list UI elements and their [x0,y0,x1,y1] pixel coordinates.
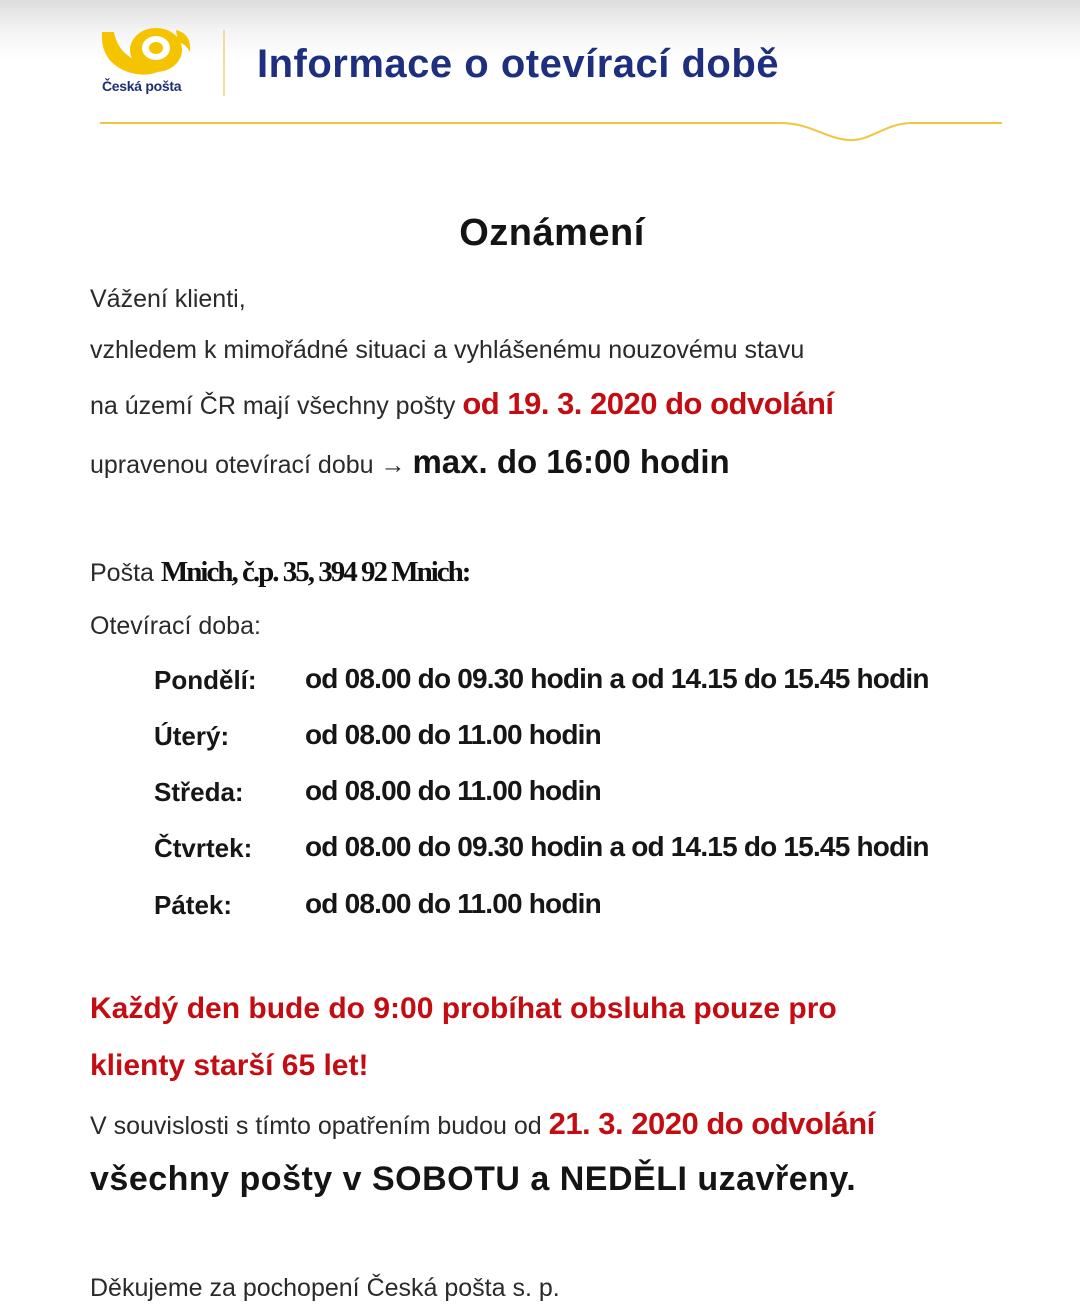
ceska-posta-logo [98,24,198,102]
senior-warning-line-1: Každý den bude do 9:00 probíhat obsluha pouze pro [90,992,837,1025]
schedule-day: Pátek: [154,890,233,920]
schedule-hours: od 08.00 do 11.00 hodin [305,719,601,750]
schedule-hours: od 08.00 do 11.00 hodin [305,888,601,919]
hours-label: Otevírací doba: [90,612,261,640]
schedule-day: Středa: [154,777,244,807]
notice-line-3 [90,443,730,481]
weekend-closure: všechny pošty v SOBOTU a NEDĚLI uzavřeny. [90,1160,857,1198]
greeting: Vážení klienti, [90,285,246,313]
footer-thanks: Děkujeme za pochopení Česká pošta s. p. [90,1274,560,1302]
schedule-day: Úterý: [154,721,230,751]
header-wave-line [100,110,1005,146]
post-horn-icon [98,24,198,80]
notice-line-3-prefix: upravenou otevírací dobu → [90,451,406,479]
schedule-day: Čtvrtek: [154,833,253,863]
notice-hours-highlight: max. do 16:00 hodin [412,443,730,480]
notice-line-1: vzhledem k mimořádné situaci a vyhlášenému nouzovému stavu [90,336,805,364]
schedule-hours: od 08.00 do 09.30 hodin a od 14.15 do 15.45 hodin [305,831,929,862]
office-address: Mnich, č.p. 35, 394 92 Mnich: [160,556,470,588]
header-divider [223,30,225,96]
senior-warning-line-2: klienty starší 65 let! [90,1049,369,1082]
schedule-day: Pondělí: [154,665,257,695]
schedule-hours: od 08.00 do 11.00 hodin [305,775,601,806]
office-address-line [90,556,469,589]
office-prefix: Pošta [90,559,154,587]
closure-prefix: V souvislosti s tímto opatřením budou od [90,1112,542,1140]
notice-title: Oznámení [459,212,645,254]
notice-line-2 [90,386,834,422]
closure-date-highlight: 21. 3. 2020 do odvolání [548,1106,875,1141]
closure-line-1 [90,1106,875,1142]
notice-date-highlight: od 19. 3. 2020 do odvolání [462,386,834,421]
schedule-hours: od 08.00 do 09.30 hodin a od 14.15 do 15.45 hodin [305,663,929,694]
header-title: Informace o otevírací době [257,42,780,86]
logo-text: Česká pošta [102,78,182,94]
notice-line-2-prefix: na území ČR mají všechny pošty [90,392,456,420]
